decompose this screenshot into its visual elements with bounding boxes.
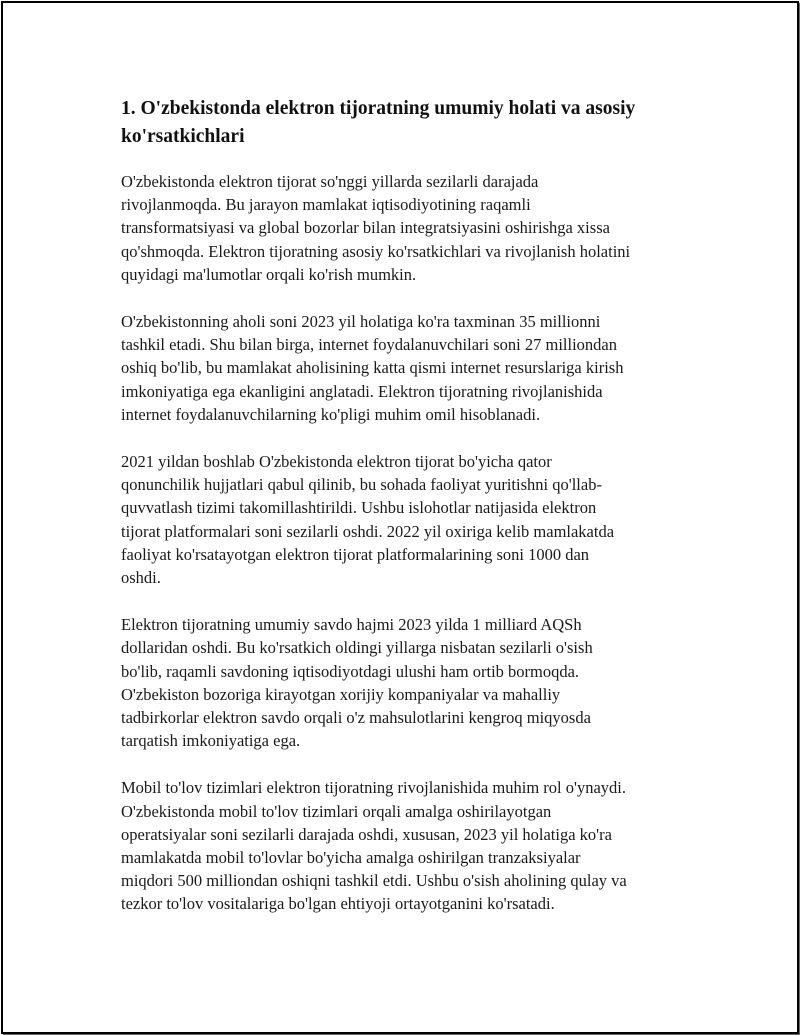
paragraph-trade-volume: Elektron tijoratning umumiy savdo hajmi 2023 yilda 1 milliard AQSh dollaridan oshdi. Bu ko'rsatkich oldingi yillarga nisbatan sezilarli o'sish bo'lib, raqamli savdoning iqtisodiyotdagi ulushi ham ortib bormoqda. O'zbekiston bozoriga kirayotgan xorijiy kompaniyalar va mahalliy tadbirkorlar elektron savdo orqali o'z mahsulotlarini kengroq miqyosda tarqatish imkoniyatiga ega. [121, 615, 593, 751]
document-page [1, 1, 799, 1034]
paragraph-mobile-payments: Mobil to'lov tizimlari elektron tijoratning rivojlanishida muhim rol o'ynaydi. O'zbekistonda mobil to'lov tizimlari orqali amalga oshirilayotgan operatsiyalar soni sezilarli darajada oshdi, xususan, 2023 yil holatiga ko'ra mamlakatda mobil to'lovlar bo'yicha amalga oshirilgan tranzaksiyalar miqdori 500 milliondan oshiqni tashkil etdi. Ushbu o'sish aholining qulay va tezkor to'lov vositalariga bo'lgan ehtiyoji ortayotganini ko'rsatadi. [121, 778, 627, 914]
section-heading: 1. O'zbekistonda elektron tijoratning umumiy holati va asosiy ko'rsatkichlari [121, 98, 636, 147]
paragraph-population-internet: O'zbekistonning aholi soni 2023 yil holatiga ko'ra taxminan 35 millionni tashkil etadi. Shu bilan birga, internet foydalanuvchilari soni 27 milliondan oshiq bo'lib, bu mamlakat aholisining katta qismi internet resurslariga kirish imkoniyatiga ega ekanligini anglatadi. Elektron tijoratning rivojlanishida internet foydalanuvchilarning ko'pligi muhim omil hisoblanadi. [121, 312, 624, 424]
paragraph-legislation-platforms: 2021 yildan boshlab O'zbekistonda elektron tijorat bo'yicha qator qonunchilik hujjatlari qabul qilinib, bu sohada faoliyat yuritishni qo'llab- quvvatlash tizimi takomillashtirildi. Ushbu islohotlar natijasida elektron tijorat platformalari soni sezilarli oshdi. 2022 yil oxiriga kelib mamlakatda faoliyat ko'rsatayotgan elektron tijorat platformalarining soni 1000 dan oshdi. [121, 452, 615, 588]
paragraph-overview: O'zbekistonda elektron tijorat so'nggi yillarda sezilarli darajada rivojlanmoqda. Bu jarayon mamlakat iqtisodiyotining raqamli transformatsiyasi va global bozorlar bilan integratsiyasini oshirishga xissa qo'shmoqda. Elektron tijoratning asosiy ko'rsatkichlari va rivojlanish holatini quyidagi ma'lumotlar orqali ko'rish mumkin. [121, 172, 631, 284]
document-body [121, 95, 711, 940]
